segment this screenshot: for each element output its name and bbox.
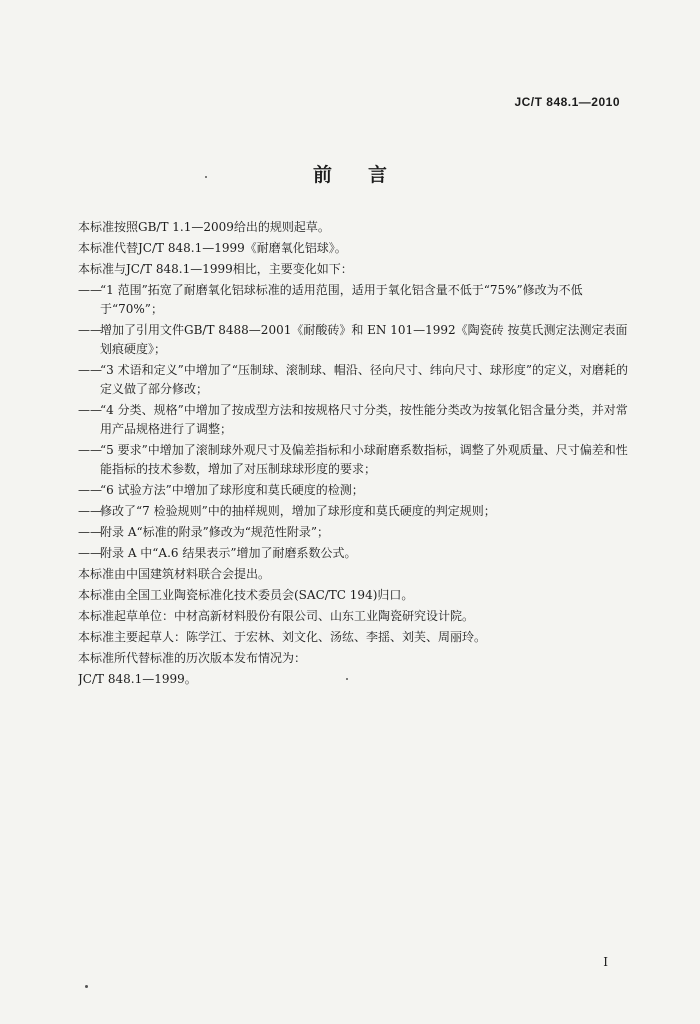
change-item-text: “3 术语和定义”中增加了“压制球、滚制球、帽沿、径向尺寸、纬向尺寸、球形度”的定义，对磨耗的定义做了部分修改； bbox=[100, 363, 628, 396]
change-dash: —— bbox=[78, 283, 102, 297]
change-item bbox=[78, 321, 630, 359]
outro-paragraph: 本标准所代替标准的历次版本发布情况为： bbox=[78, 651, 307, 665]
change-dash: —— bbox=[78, 403, 102, 417]
page-number: I bbox=[603, 955, 608, 969]
scan-speck bbox=[205, 176, 207, 178]
change-item-text: “4 分类、规格”中增加了按成型方法和按规格尺寸分类，按性能分类改为按氧化铝含量分类，并对常用产品规格进行了调整； bbox=[100, 403, 628, 436]
standard-code: JC/T 848.1—2010 bbox=[514, 95, 620, 109]
page-title bbox=[0, 160, 700, 187]
change-item bbox=[78, 281, 630, 319]
change-item-text: 修改了“7 检验规则”中的抽样规则，增加了球形度和莫氏硬度的判定规则； bbox=[100, 504, 496, 518]
change-item-text: 增加了引用文件GB/T 8488—2001《耐酸砖》和 EN 101—1992《陶瓷砖 按莫氏测定法测定表面划痕硬度》； bbox=[100, 323, 628, 356]
change-item bbox=[78, 401, 630, 439]
change-item bbox=[78, 441, 630, 479]
scan-speck bbox=[346, 678, 348, 680]
change-dash: —— bbox=[78, 504, 102, 518]
title-char-1: 前 bbox=[312, 164, 332, 186]
change-item-text: 附录 A 中“A.6 结果表示”增加了耐磨系数公式。 bbox=[100, 546, 357, 560]
change-dash: —— bbox=[78, 443, 102, 457]
outro-paragraph: JC/T 848.1—1999。 bbox=[78, 672, 197, 686]
change-item bbox=[78, 544, 630, 563]
intro-paragraph: 本标准按照GB/T 1.1—2009给出的规则起草。 bbox=[78, 220, 330, 234]
title-char-2: 言 bbox=[368, 164, 388, 186]
outro-paragraph: 本标准由中国建筑材料联合会提出。 bbox=[78, 567, 271, 581]
intro-paragraph: 本标准代替JC/T 848.1—1999《耐磨氧化铝球》。 bbox=[78, 241, 347, 255]
change-item bbox=[78, 481, 630, 500]
change-item-text: “1 范围”拓宽了耐磨氧化铝球标准的适用范围，适用于氧化铝含量不低于“75%”修改为不低于“70%”； bbox=[100, 283, 583, 316]
foreword-body bbox=[78, 218, 630, 691]
change-dash: —— bbox=[78, 363, 102, 377]
change-item-text: “6 试验方法”中增加了球形度和莫氏硬度的检测； bbox=[100, 483, 364, 497]
change-item-text: 附录 A“标准的附录”修改为“规范性附录”； bbox=[100, 525, 330, 539]
scan-speck bbox=[85, 985, 88, 988]
change-dash: —— bbox=[78, 525, 102, 539]
outro-paragraph: 本标准起草单位：中材高新材料股份有限公司、山东工业陶瓷研究设计院。 bbox=[78, 609, 475, 623]
change-item bbox=[78, 361, 630, 399]
change-dash: —— bbox=[78, 323, 102, 337]
outro-paragraph: 本标准主要起草人：陈学江、于宏林、刘文化、汤纮、李揺、刘芙、周丽玲。 bbox=[78, 630, 487, 644]
change-dash: —— bbox=[78, 546, 102, 560]
outro-paragraph: 本标准由全国工业陶瓷标准化技术委员会(SAC/TC 194)归口。 bbox=[78, 588, 414, 602]
change-dash: —— bbox=[78, 483, 102, 497]
intro-paragraph: 本标准与JC/T 848.1—1999相比，主要变化如下： bbox=[78, 262, 353, 276]
change-item bbox=[78, 523, 630, 542]
change-item bbox=[78, 502, 630, 521]
change-item-text: “5 要求”中增加了滚制球外观尺寸及偏差指标和小球耐磨系数指标，调整了外观质量、尺寸偏差和性能指标的技术参数，增加了对压制球球形度的要求； bbox=[100, 443, 628, 476]
